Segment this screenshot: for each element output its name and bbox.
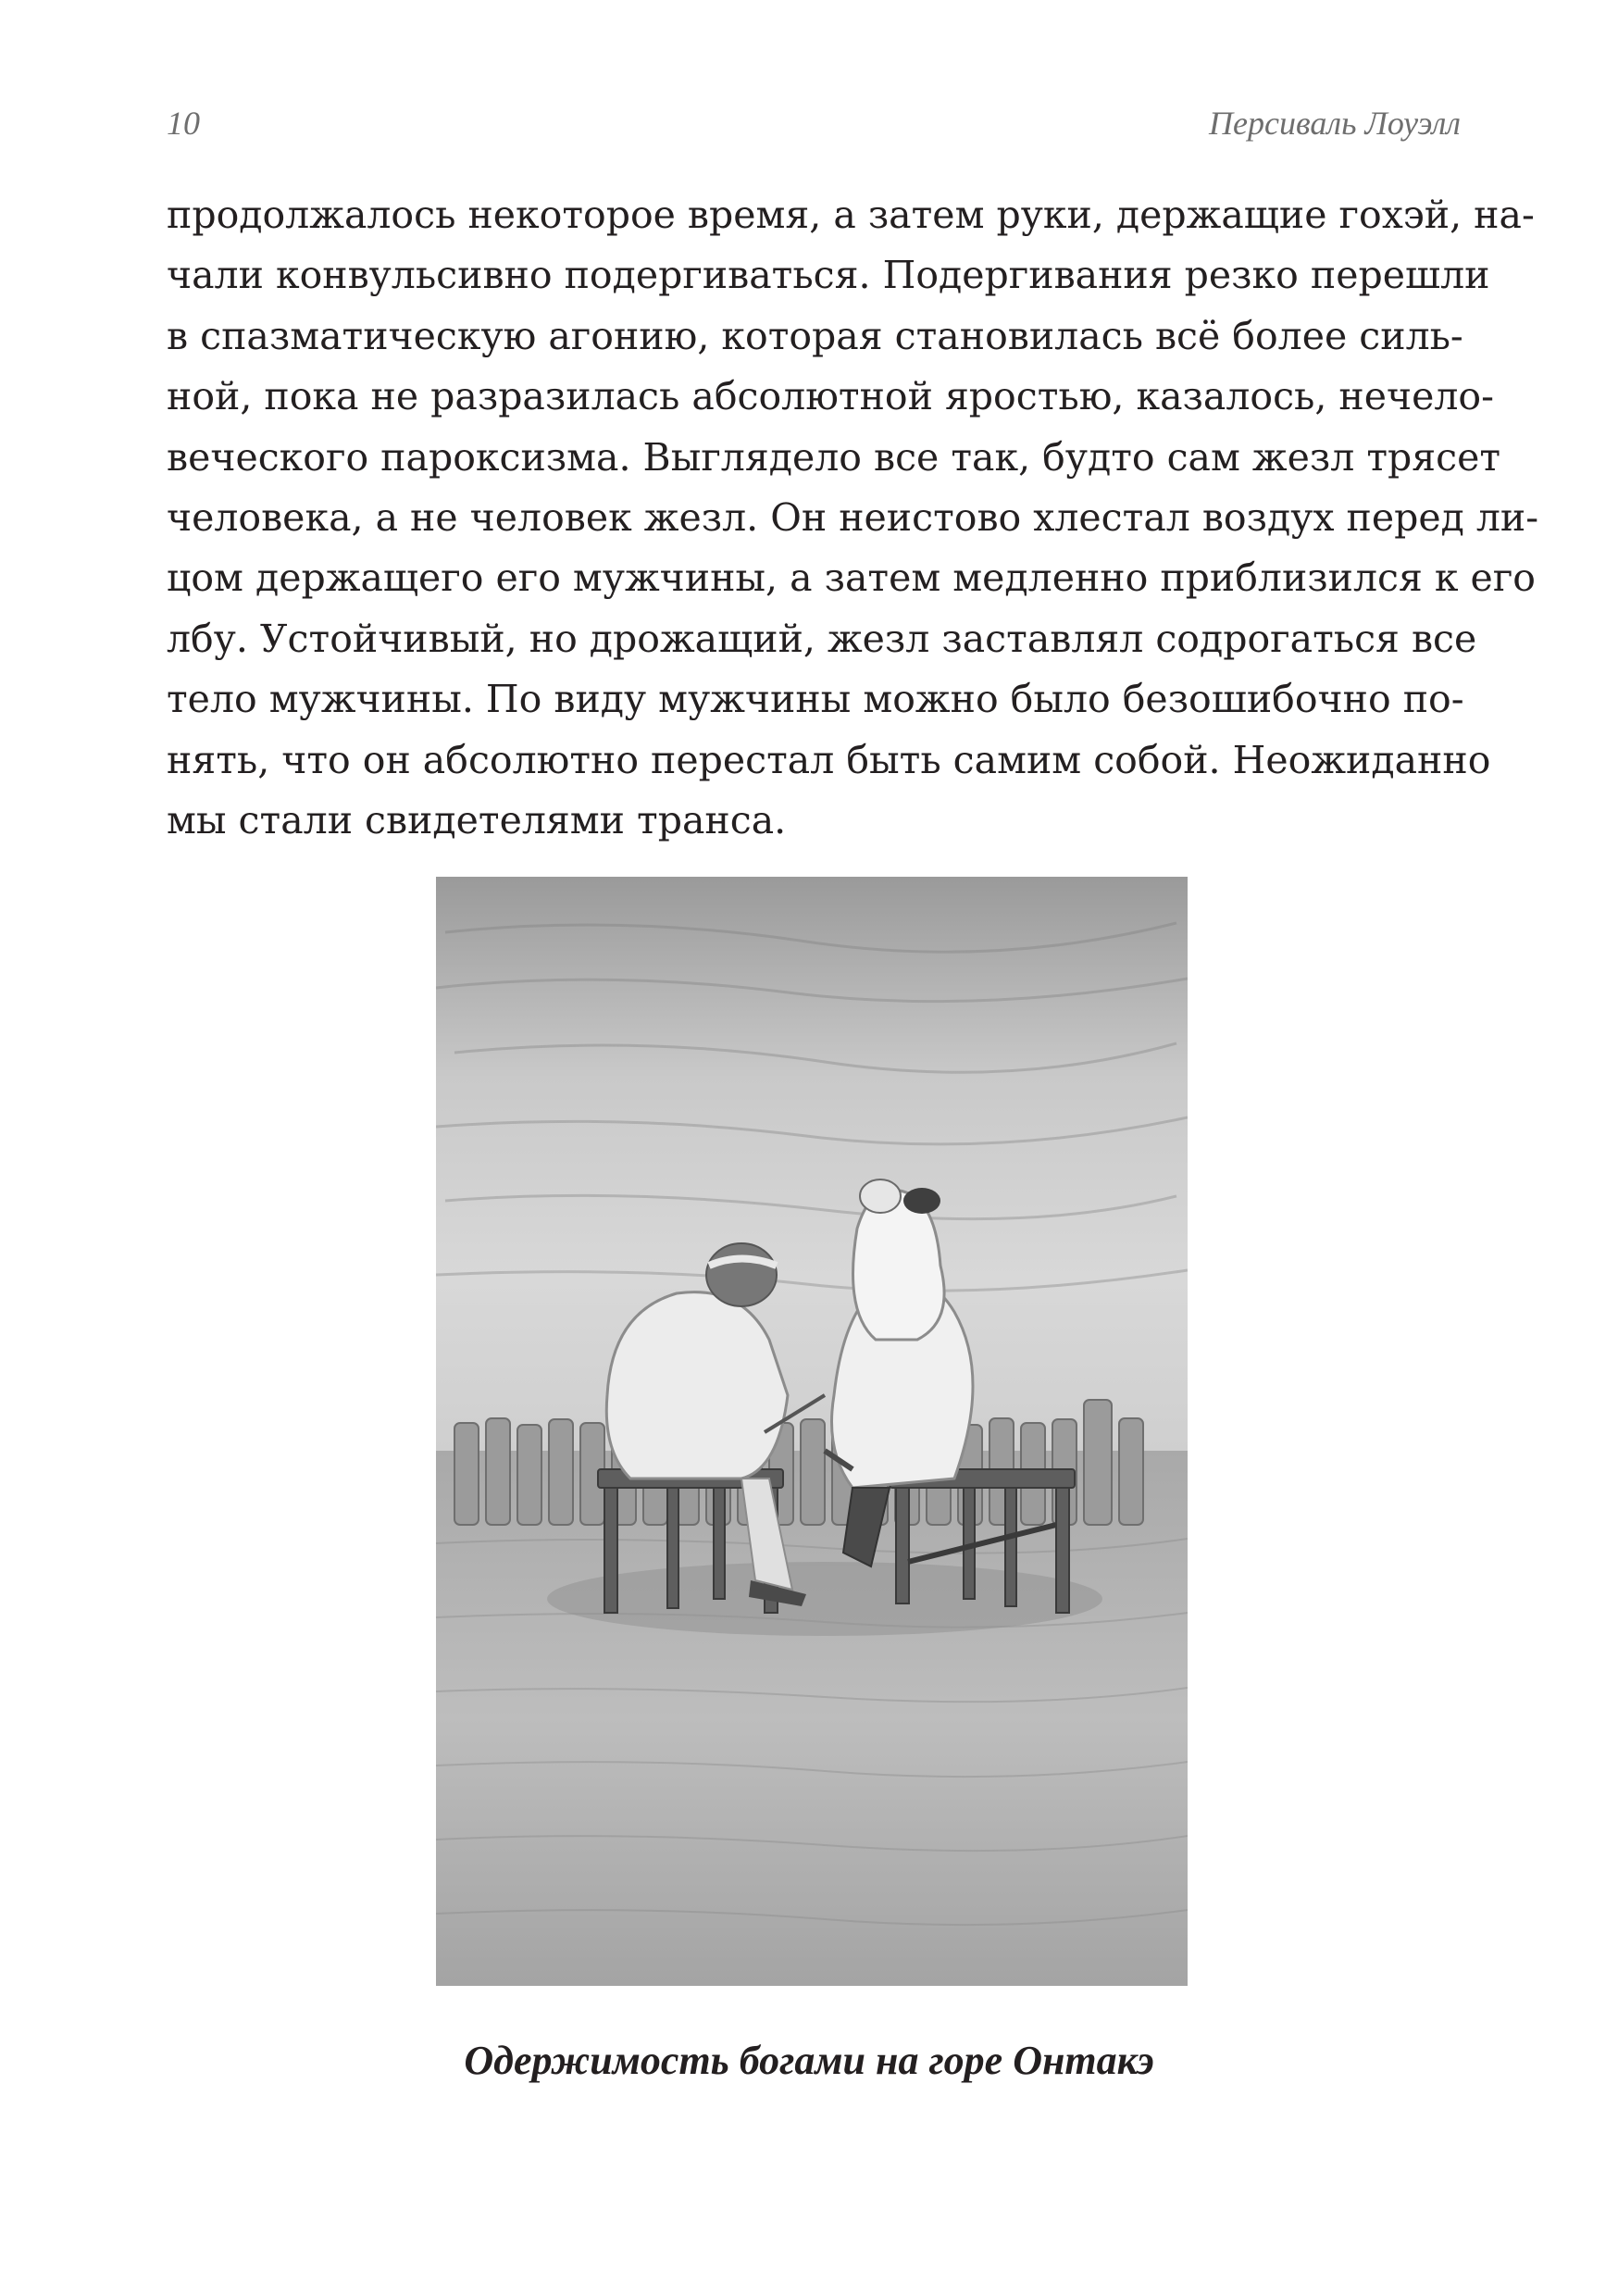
- text-line: мы стали свидетелями транса.: [167, 797, 787, 842]
- text-line: продолжалось некоторое время, а затем руки, держащие гохэй, на-: [167, 193, 1535, 237]
- text-line: человека, а не человек жезл. Он неистово хлестал воздух перед ли-: [167, 494, 1539, 540]
- sky: [436, 877, 1188, 1451]
- text-line: тело мужчины. По виду мужчины можно было безошибочно по-: [167, 677, 1464, 722]
- text-line: чали конвульсивно подергиваться. Подергивания резко перешли: [167, 253, 1490, 298]
- text-line: ной, пока не разразилась абсолютной яростью, казалось, нечело-: [167, 374, 1494, 419]
- text-line: в спазматическую агонию, которая становилась всё более силь-: [167, 313, 1463, 358]
- text-line: нять, что он абсолютно перестал быть самим собой. Неожиданно: [167, 737, 1491, 782]
- figure-caption: Одержимость богами на горе Онтакэ: [464, 2038, 1154, 2083]
- text-line: веческого пароксизма. Выглядело все так, будто сам жезл трясет: [167, 434, 1501, 480]
- text-line: цом держащего его мужчины, а затем медленно приблизился к его: [167, 555, 1536, 601]
- ground: [436, 1451, 1188, 1986]
- bench-shadow: [547, 1562, 1102, 1636]
- running-head-author: Персиваль Лоуэлл: [1209, 105, 1461, 142]
- page-number: 10: [167, 105, 200, 142]
- illustration-photo: [436, 877, 1188, 1986]
- body-paragraph: [167, 185, 1539, 851]
- text-line: лбу. Устойчивый, но дрожащий, жезл заставлял содрогаться все: [167, 616, 1477, 661]
- running-head: [167, 104, 1461, 150]
